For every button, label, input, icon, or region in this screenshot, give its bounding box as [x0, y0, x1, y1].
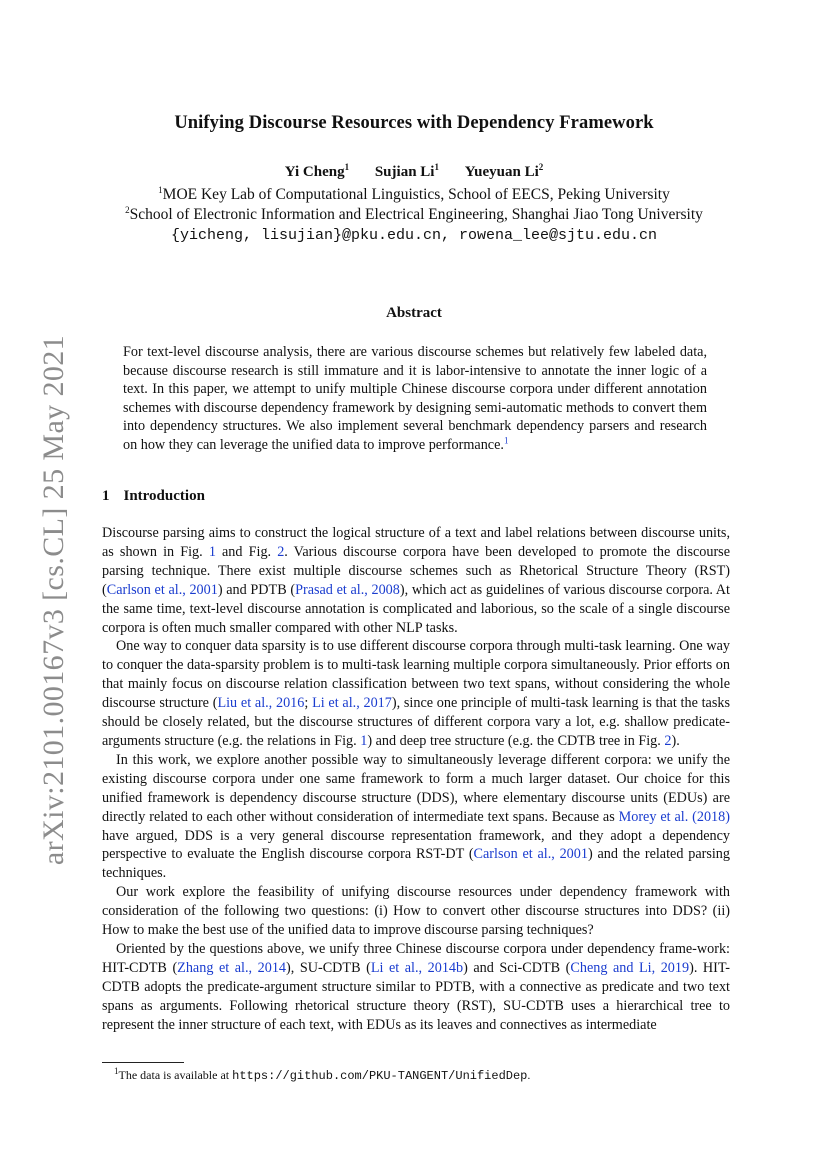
text-run: ). HIT-CDTB adopts the predicate-argument structure similar to PDTB, with a connective as predicate and two text spans as arguments. Following rhetorical structure theory (RST), SU-CDTB uses a hierarchical tree to represent the inner structure of each text, with EDUs as its leaves and connectives as intermediate [102, 959, 730, 1033]
citation-link[interactable]: Prasad et al., 2008 [295, 581, 400, 598]
text-run: ) and deep tree structure (e.g. the CDTB tree in Fig. [367, 732, 665, 749]
text-run: ) and PDTB ( [217, 581, 296, 598]
citation-link[interactable]: Morey et al. (2018) [618, 808, 730, 825]
author-list [0, 164, 828, 181]
text-run: Discourse parsing aims to construct the logical structure of a text and label relations between discourse units, as shown in Fig. [102, 525, 730, 560]
abstract-body: For text-level discourse analysis, there are various discourse schemes but relatively few labeled data, because discourse research is still immature and it is labor-intensive to annotate the inner logic of a text. In this paper, we attempt to unify multiple Chinese discourse corpora under different annotation schemes with discourse dependency framework by designing semi-automatic methods to convert them into dependency structures. We also implement several benchmark dependency parsers and research on how they can leverage the unified data to improve performance.$^1$ [123, 344, 708, 453]
text-run: and Fig. [215, 543, 278, 560]
footnote: $^1$The data is available at https://github.com/PKU-TANGENT/UnifiedDep. [114, 1066, 531, 1083]
paragraph [102, 940, 730, 1035]
arxiv-identifier[interactable]: arXiv:2101.00167v3 [cs.CL] 25 May 2021 [37, 334, 70, 866]
citation-link[interactable]: Carlson et al., 2001 [106, 581, 218, 598]
text-run: . Various discourse corpora have been developed to promote the discourse parsing technique. There exist multiple discourse schemes such as Rhetorical Structure Theory (RST) ( [102, 543, 730, 598]
abstract-heading: Abstract [386, 305, 442, 321]
citation-link[interactable]: Zhang et al., 2014 [177, 959, 287, 976]
footnote-divider [102, 1062, 184, 1063]
citation-link[interactable]: Liu et al., 2016 [217, 695, 305, 712]
paper-title: Unifying Discourse Resources with Dependency Framework [174, 113, 654, 133]
paragraph [102, 637, 730, 750]
section-heading: 1 Introduction [102, 488, 205, 504]
paragraph [102, 751, 730, 883]
text-run: ), which act as guidelines of various discourse corpora. At the same time, text-level discourse annotation is complicated and laborious, so the scale of a single discourse corpora is often much smaller compared with other NLP tasks. [102, 581, 730, 636]
paragraph [102, 883, 730, 940]
text-run: Our work explore the feasibility of unifying discourse resources under dependency framework with consideration of the following two questions: (i) How to convert other discourse structures into DDS? (ii) How to make the best use of the unified data to improve discourse parsing techniques? [102, 884, 730, 939]
citation-link[interactable]: Li et al., 2014b [370, 959, 464, 976]
author-emails: {yicheng, lisujian}@pku.edu.cn, rowena_lee@sjtu.edu.cn [170, 227, 658, 244]
affiliation-2: $^2$School of Electronic Information and Electrical Engineering, Shanghai Jiao Tong University [125, 204, 703, 223]
repo-link[interactable]: https://github.com/PKU-TANGENT/UnifiedDep [232, 1069, 528, 1083]
affiliation-1: $^1$MOE Key Lab of Computational Linguistics, School of EECS, Peking University [158, 184, 670, 203]
figure-ref-link[interactable]: 1 [208, 543, 216, 560]
footnote-marker[interactable]: 1 [503, 435, 509, 446]
text-run: ). [671, 732, 680, 749]
intro-body [102, 524, 730, 1034]
figure-ref-link[interactable]: 2 [277, 543, 285, 560]
text-run: ; [304, 695, 313, 712]
text-run: In this work, we explore another possible way to simultaneously leverage different corpora: we unify the existing discourse corpora under one same framework to form a much larger dataset. Our choice for this unified framework is dependency discourse structure (DDS), where elementary discourse units (EDUs) are directly related to each other without consideration of intermediate text spans. Because as [102, 751, 730, 825]
citation-link[interactable]: Li et al., 2017 [312, 695, 392, 712]
author: Yi Cheng$^1$ [284, 162, 350, 180]
text-run: ) and Sci-CDTB ( [463, 959, 571, 976]
text-run: ) and the related parsing techniques. [102, 846, 730, 882]
text-run: ), SU-CDTB ( [286, 959, 371, 976]
figure-ref-link[interactable]: 1 [360, 732, 368, 749]
text-run: Oriented by the questions above, we unify three Chinese discourse corpora under dependency frame-work: HIT-CDTB ( [102, 940, 730, 976]
citation-link[interactable]: Carlson et al., 2001 [473, 846, 588, 863]
citation-link[interactable]: Cheng and Li, 2019 [570, 959, 690, 976]
author: Sujian Li$^1$ [374, 162, 439, 180]
text-run: ), since one principle of multi-task learning is that the tasks should be closely related, but the discourse structures of different corpora vary a lot, e.g. shallow predicate-arguments structure (e.g. the relations in Fig. [102, 695, 730, 749]
text-run: have argued, DDS is a very general discourse representation framework, and they adopt a dependency perspective to evaluate the English discourse corpora RST-DT ( [102, 827, 730, 863]
author: Yueyuan Li$^2$ [464, 162, 544, 180]
text-run: One way to conquer data sparsity is to use different discourse corpora through multi-task learning. One way to conquer the data-sparsity problem is to multi-task learning multiple corpora simultaneously. Prior efforts on that mainly focus on discourse relation classification between two text spans, without considering the whole discourse structure ( [102, 638, 730, 712]
paragraph [102, 524, 730, 637]
figure-ref-link[interactable]: 2 [664, 732, 672, 749]
